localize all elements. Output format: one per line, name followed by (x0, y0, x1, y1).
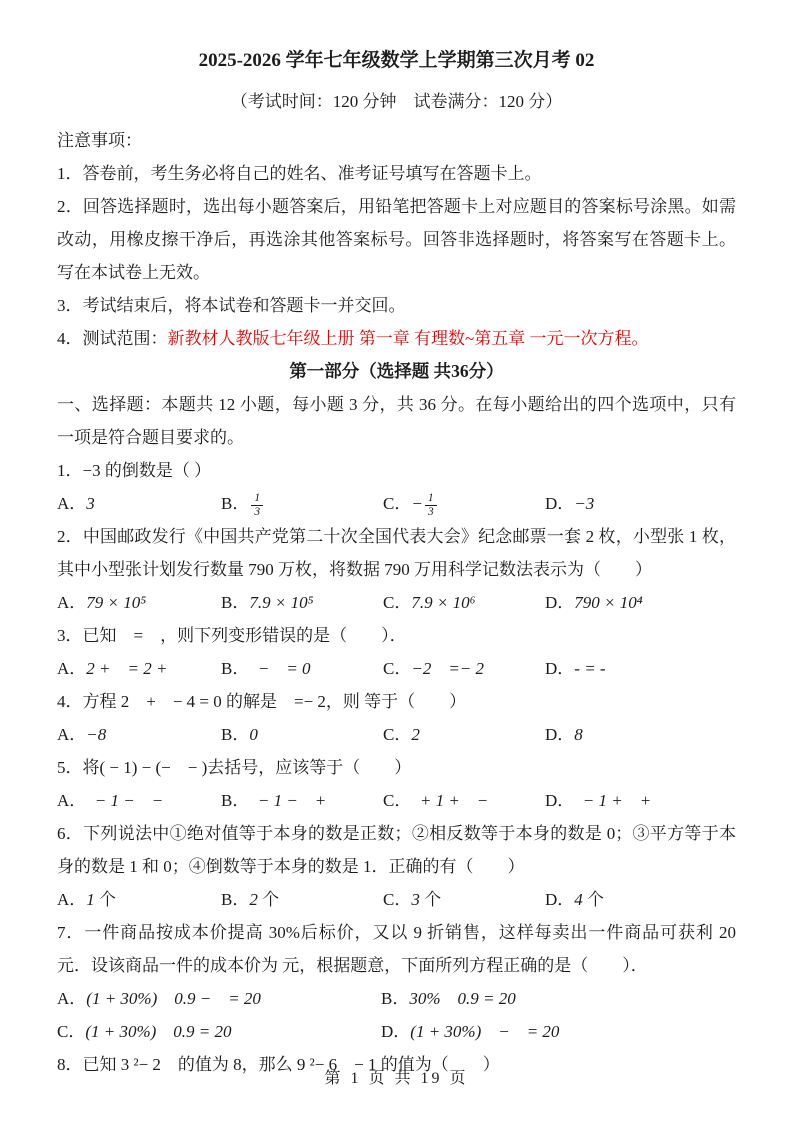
question-7-options-row-1 (57, 982, 736, 1015)
notices-heading: 注意事项： (57, 131, 142, 150)
question-3-options (57, 652, 736, 685)
option-value: 2 + = 2 + (86, 659, 168, 678)
option-label: C． (57, 1022, 86, 1041)
page-number-footer: 第 1 页 共 19 页 (324, 1070, 469, 1087)
option-value: − 1 − − (77, 791, 164, 810)
notice-item-4 (57, 322, 736, 355)
option-label: D． (545, 659, 575, 678)
option-value: 8 (574, 725, 583, 744)
fraction-denominator: 3 (254, 506, 261, 519)
fraction-numerator: 1 (251, 492, 263, 506)
question-4-stem: 4．方程 2 + − 4 = 0 的解是 =− 2，则 等于（ ） (57, 692, 467, 711)
option-label: D． (545, 890, 575, 909)
option-b (221, 586, 383, 619)
option-value: − = 0 (240, 659, 311, 678)
option-c (57, 1015, 381, 1048)
option-d (381, 1015, 736, 1048)
notice-item-4-prefix: 4．测试范围： (57, 329, 168, 348)
notice-item-3: 3．考试结束后，将本试卷和答题卡一并交回。 (57, 296, 406, 315)
option-value: 2 (411, 725, 420, 744)
question-3-stem: 3．已知 = ，则下列变形错误的是（ ）． (57, 626, 407, 645)
option-a (57, 883, 221, 916)
option-value: + 1 + − (402, 791, 489, 810)
option-c (383, 784, 545, 817)
option-value: - = - (574, 659, 606, 678)
option-d (545, 652, 736, 685)
fraction (425, 492, 437, 519)
page-title: 2025-2026 学年七年级数学上学期第三次月考 02 (198, 50, 595, 71)
option-value: −2 =− 2 (411, 659, 485, 678)
option-d (545, 784, 736, 817)
option-c (383, 883, 545, 916)
question-7-options-row-2 (57, 1015, 736, 1048)
notice-item-1: 1．答卷前，考生务必将自己的姓名、准考证号填写在答题卡上。 (57, 164, 542, 183)
exam-meta: （考试时间：120 分钟 试卷满分：120 分） (230, 92, 563, 111)
option-value: − 1 + + (565, 791, 652, 810)
option-label: A． (57, 989, 87, 1008)
option-label: B． (221, 890, 250, 909)
fraction-numerator: 1 (425, 492, 437, 506)
option-b (221, 883, 383, 916)
option-label: B． (221, 791, 241, 810)
option-b (381, 982, 736, 1015)
option-unit: 个 (582, 890, 605, 909)
fraction-denominator: 3 (427, 506, 434, 519)
option-label: C． (383, 890, 412, 909)
option-value: 0 (249, 725, 258, 744)
option-label: C． (383, 725, 412, 744)
option-label: B． (221, 494, 250, 513)
option-a (57, 586, 221, 619)
option-value: (1 + 30%) − = 20 (410, 1022, 560, 1041)
option-d (545, 883, 736, 916)
option-value: (1 + 30%) 0.9 = 20 (85, 1022, 232, 1041)
option-value: 7.9 × 10⁶ (411, 593, 476, 612)
question-1-stem: 1．−3 的倒数是（ ） (57, 461, 212, 480)
option-c (383, 487, 545, 520)
option-a (57, 718, 221, 751)
option-a (57, 652, 221, 685)
option-label: C． (383, 494, 412, 513)
option-label: A． (57, 725, 87, 744)
option-label: D． (545, 593, 575, 612)
question-4-options (57, 718, 736, 751)
option-label: A． (57, 791, 78, 810)
section-1-heading: 第一部分（选择题 共36分） (289, 361, 504, 381)
option-label: A． (57, 890, 87, 909)
section-1-intro: 一、选择题：本题共 12 小题，每小题 3 分，共 36 分。在每小题给出的四个选项中，只有一项是符合题目要求的。 (57, 395, 736, 447)
option-label: D． (381, 1022, 411, 1041)
option-label: A． (57, 659, 87, 678)
option-value: −3 (574, 494, 595, 513)
question-2-stem: 2．中国邮政发行《中国共产党第二十次全国代表大会》纪念邮票一套 2 枚，小型张 1 枚，其中小型张计划发行数量 790 万枚，将数据 790 万用科学记数法表示为（ ） (57, 527, 736, 579)
option-value: 79 × 10⁵ (86, 593, 147, 612)
option-value: 7.9 × 10⁵ (249, 593, 314, 612)
question-6-options (57, 883, 736, 916)
option-value: 30% 0.9 = 20 (409, 989, 516, 1008)
question-1-options (57, 487, 736, 520)
option-unit: 个 (94, 890, 117, 909)
option-d (545, 487, 736, 520)
option-value: − 1 − + (240, 791, 327, 810)
option-value: (1 + 30%) 0.9 − = 20 (86, 989, 261, 1008)
option-label: B． (221, 593, 250, 612)
option-label: D． (545, 494, 575, 513)
option-label: D． (545, 725, 575, 744)
question-8-stem: 8．已知 3 ²− 2 的值为 8，那么 9 ²− 6 − 1 的值为（ ） (57, 1055, 500, 1074)
option-label: C． (383, 593, 412, 612)
option-value: −8 (86, 725, 107, 744)
question-6-stem: 6．下列说法中①绝对值等于本身的数是正数；②相反数等于本身的数是 0；③平方等于本身的数是 1 和 0；④倒数等于本身的数是 1．正确的有（ ） (57, 824, 736, 876)
option-a (57, 982, 381, 1015)
notice-item-4-scope: 新教材人教版七年级上册 第一章 有理数~第五章 一元一次方程。 (167, 329, 649, 348)
option-c (383, 718, 545, 751)
option-b (221, 718, 383, 751)
option-value: 3 (86, 494, 95, 513)
option-value: 3 (411, 890, 420, 909)
option-label: C． (383, 791, 403, 810)
option-c (383, 586, 545, 619)
option-label: A． (57, 593, 87, 612)
option-label: B． (221, 725, 250, 744)
option-unit: 个 (419, 890, 442, 909)
option-label: D． (545, 791, 566, 810)
option-d (545, 718, 736, 751)
option-a (57, 487, 221, 520)
option-c (383, 652, 545, 685)
option-value: 790 × 10⁴ (574, 593, 643, 612)
option-d (545, 586, 736, 619)
option-label: A． (57, 494, 87, 513)
question-5-stem: 5．将( − 1) − (− − )去括号，应该等于（ ） (57, 758, 412, 777)
option-b (221, 652, 383, 685)
notice-item-2: 2．回答选择题时，选出每小题答案后，用铅笔把答题卡上对应题目的答案标号涂黑。如需改动，用橡皮擦干净后，再选涂其他答案标号。回答非选择题时，将答案写在答题卡上。写在本试卷上无效。 (57, 197, 736, 282)
option-label: C． (383, 659, 412, 678)
option-label: B． (221, 659, 241, 678)
option-b (221, 784, 383, 817)
question-5-options (57, 784, 736, 817)
question-7-stem: 7．一件商品按成本价提高 30%后标价，又以 9 折销售，这样每卖出一件商品可获利 20 元．设该商品一件的成本价为 元，根据题意，下面所列方程正确的是（ ）． (57, 923, 736, 975)
option-a (57, 784, 221, 817)
option-unit: 个 (257, 890, 280, 909)
option-value: 4 (574, 890, 583, 909)
minus-sign: − (411, 494, 423, 513)
question-2-options (57, 586, 736, 619)
option-b (221, 487, 383, 520)
option-label: B． (381, 989, 410, 1008)
option-value: 2 (249, 890, 258, 909)
fraction (251, 492, 263, 519)
option-value: 1 (86, 890, 95, 909)
